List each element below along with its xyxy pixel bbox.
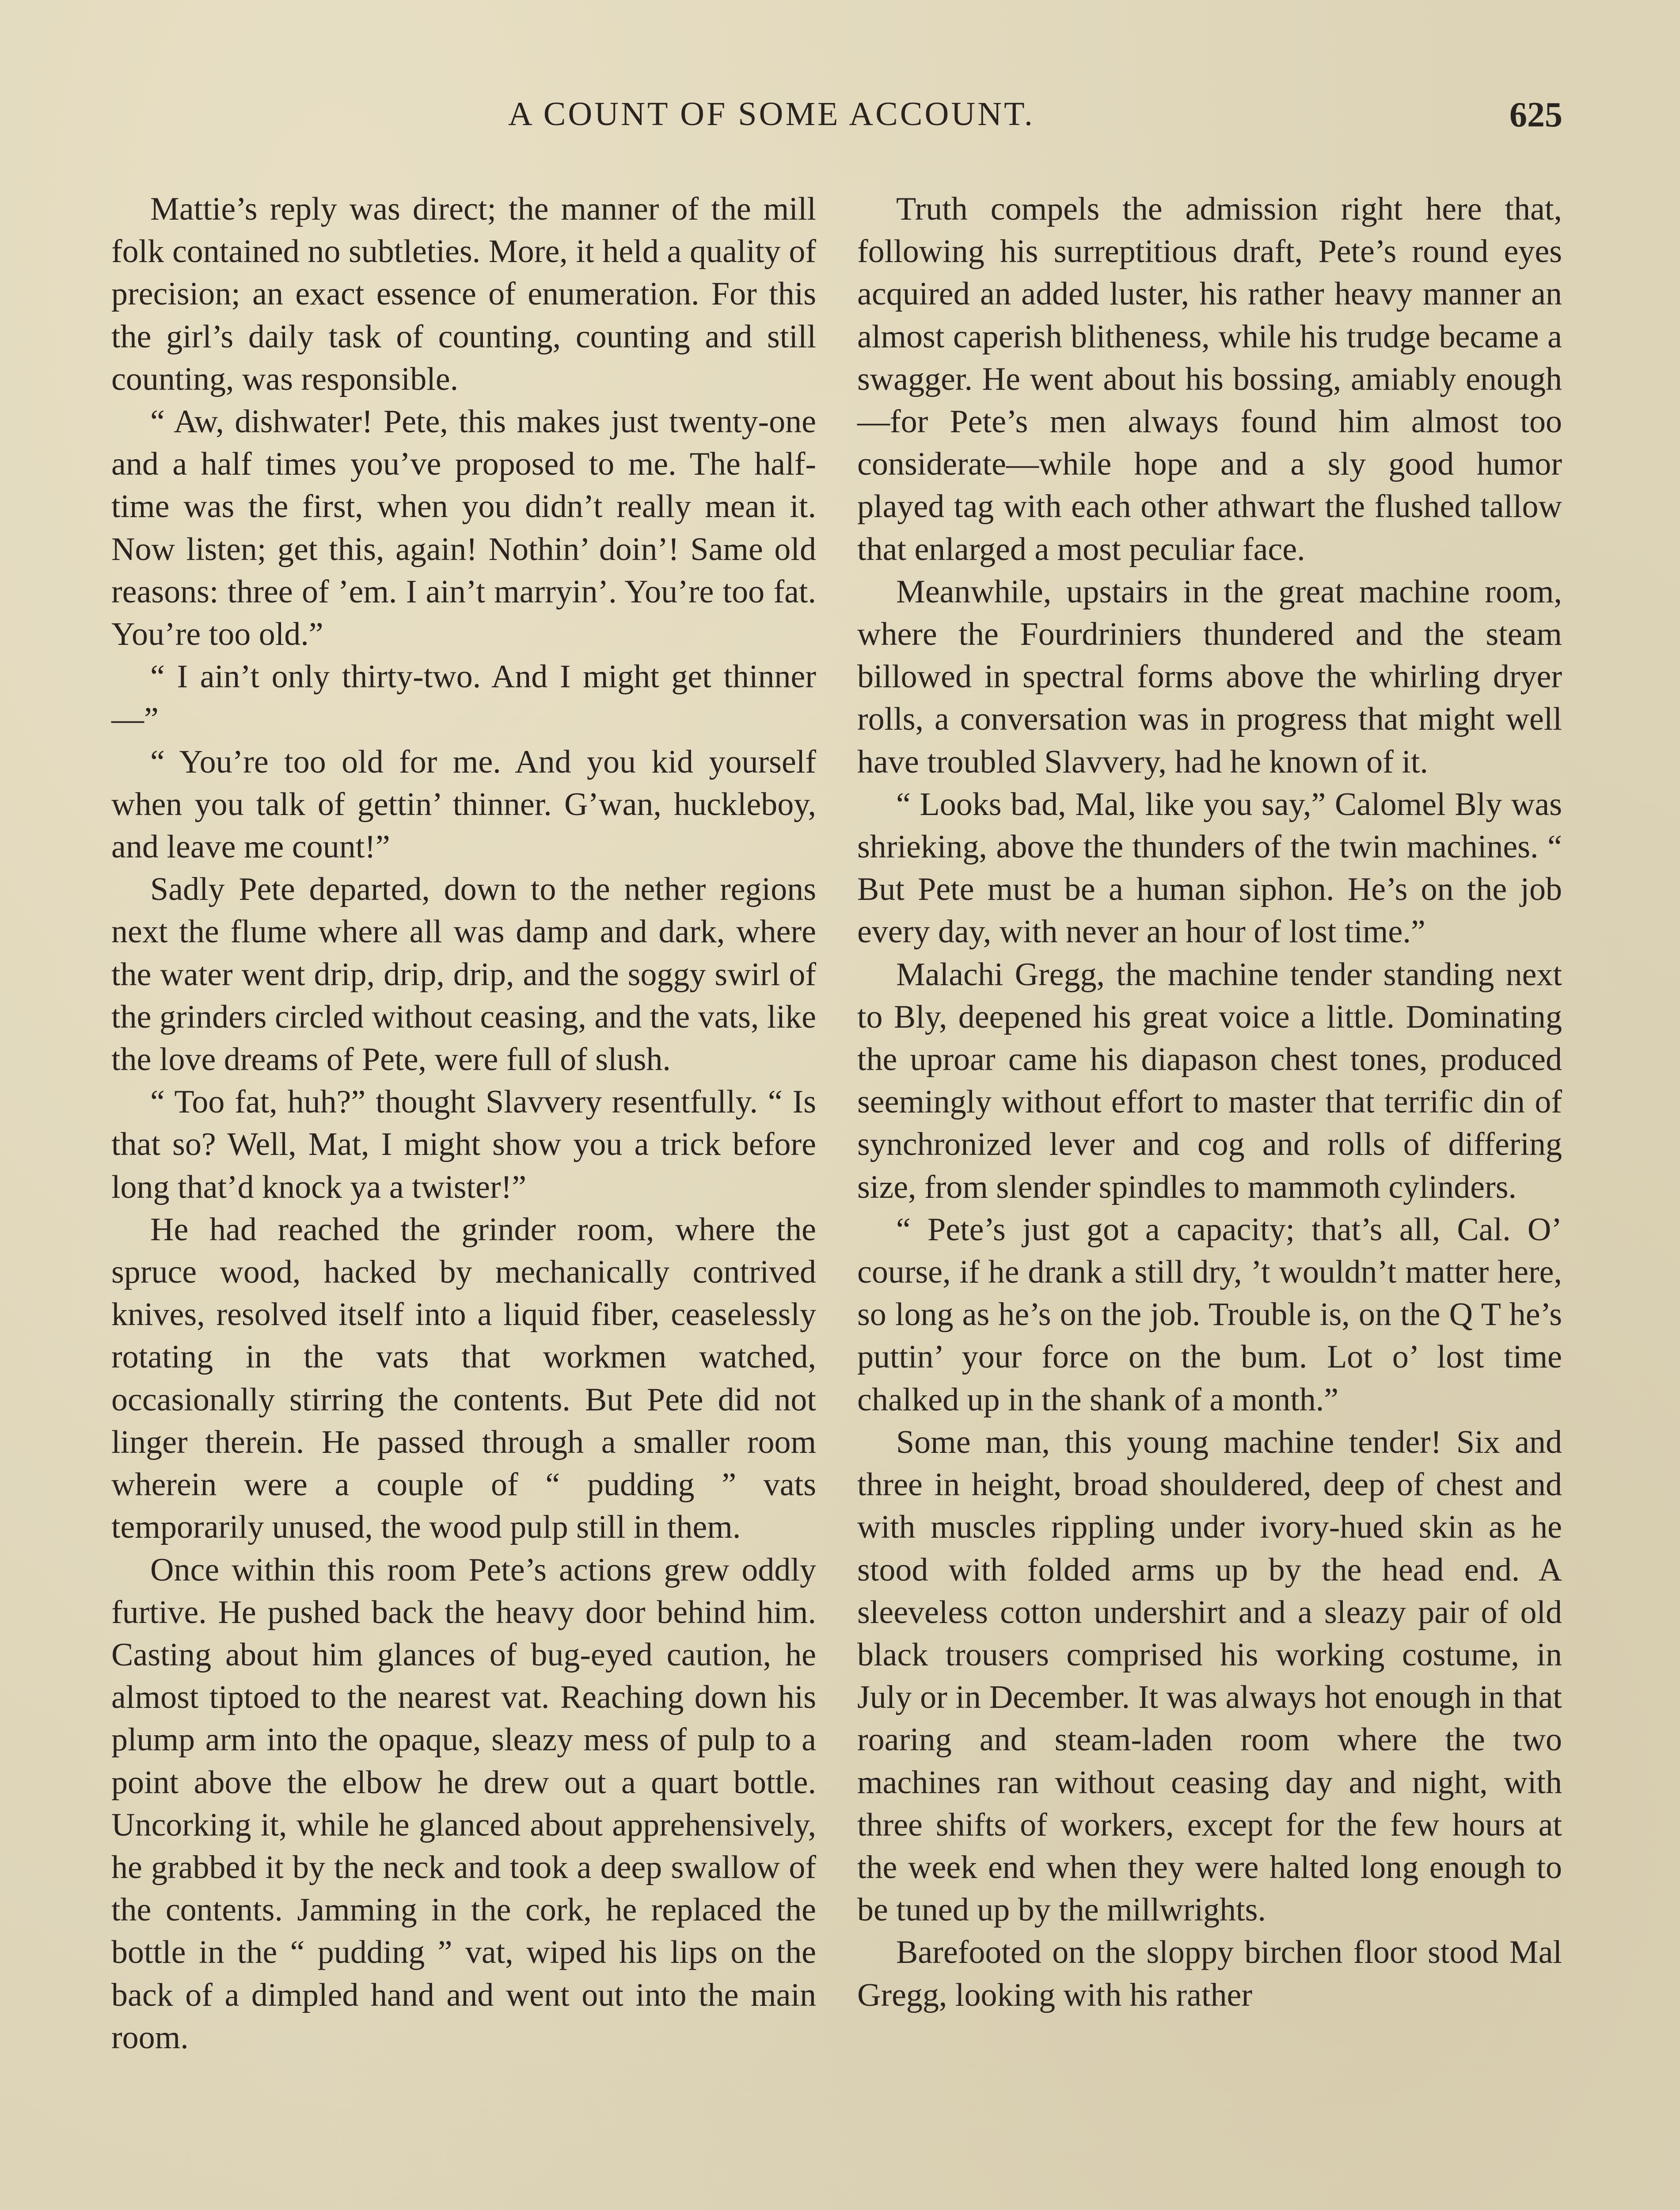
paragraph: Malachi Gregg, the machine tender standing next to Bly, deepened his great voice a little. Dominating the uproar came his diapason chest tones, produced seemingly without effort to master that terrific din of synchronized lever and cog and rolls of differing size, from slender spindles to mammoth cylinders. (857, 956, 1562, 1205)
left-column (111, 188, 816, 2059)
paragraph: “ You’re too old for me. And you kid yourself when you talk of gettin’ thinner. G’wan, huckleboy, and leave me count!” (111, 743, 816, 865)
paragraph: Meanwhile, upstairs in the great machine room, where the Fourdriniers thundered and the steam billowed in spectral forms above the whirling dryer rolls, a conversation was in progress that might well have troubled Slavvery, had he known of it. (857, 573, 1562, 780)
paragraph: “ I ain’t only thirty-two. And I might get thinner—” (111, 659, 816, 738)
paragraph: Some man, this young machine tender! Six and three in height, broad shouldered, deep of chest and with muscles rippling under ivory-hued skin as he stood with folded arms up by the head end. A sleeveless cotton undershirt and a sleazy pair of old black trousers comprised his working costume, in July or in December. It was always hot enough in that roaring and steam-laden room where the two machines ran without ceasing day and night, with three shifts of workers, except for the few hours at the week end when they were halted long enough to be tuned up by the millwrights. (857, 1424, 1562, 1928)
paragraph: He had reached the grinder room, where the spruce wood, hacked by mechanically contrived knives, resolved itself into a liquid fiber, ceaselessly rotating in the vats that workmen watched, occasionally stirring the contents. But Pete did not linger therein. He passed through a smaller room wherein were a couple of “ pudding ” vats temporarily unused, the wood pulp still in them. (111, 1211, 816, 1546)
page-header (0, 95, 1680, 144)
paragraph: “ Pete’s just got a capacity; that’s all, Cal. O’ course, if he drank a still dry, ’t wouldn’t matter here, so long as he’s on the job. Trouble is, on the Q T he’s puttin’ your force on the bum. Lot o’ lost time chalked up in the shank of a month.” (857, 1211, 1562, 1418)
paragraph: Barefooted on the sloppy birchen floor stood Mal Gregg, looking with his rather (857, 1934, 1562, 2013)
running-title: A COUNT OF SOME ACCOUNT. (508, 95, 1035, 133)
page-number: 625 (1509, 95, 1562, 134)
paragraph: “ Looks bad, Mal, like you say,” Calomel Bly was shrieking, above the thunders of the twin machines. “ But Pete must be a human siphon. He’s on the job every day, with never an hour of lost time.” (857, 786, 1562, 950)
paragraph: Mattie’s reply was direct; the manner of the mill folk contained no subtleties. More, it held a quality of precision; an exact essence of enumeration. For this the girl’s daily task of counting, counting and still counting, was responsible. (111, 191, 816, 397)
paragraph: Truth compels the admission right here that, following his surreptitious draft, Pete’s round eyes acquired an added luster, his rather heavy manner an almost caperish blitheness, while his trudge became a swagger. He went about his bossing, amiably enough—for Pete’s men always found him almost too considerate—while hope and a sly good humor played tag with each other athwart the flushed tallow that enlarged a most peculiar face. (857, 191, 1562, 568)
paragraph: “ Aw, dishwater! Pete, this makes just twenty-one and a half times you’ve proposed to me. The half-time was the first, when you didn’t really mean it. Now listen; get this, again! Nothin’ doin’! Same old reasons: three of ’em. I ain’t marryin’. You’re too fat. You’re too old.” (111, 404, 816, 653)
paragraph: Sadly Pete departed, down to the nether regions next the flume where all was damp and dark, where the water went drip, drip, drip, and the soggy swirl of the grinders circled without ceasing, and the vats, like the love dreams of Pete, were full of slush. (111, 871, 816, 1078)
paragraph: Once within this room Pete’s actions grew oddly furtive. He pushed back the heavy door behind him. Casting about him glances of bug-eyed caution, he almost tiptoed to the nearest vat. Reaching down his plump arm into the opaque, sleazy mess of pulp to a point above the elbow he drew out a quart bottle. Uncorking it, while he glanced about apprehensively, he grabbed it by the neck and took a deep swallow of the contents. Jamming in the cork, he replaced the bottle in the “ pudding ” vat, wiped his lips on the back of a dimpled hand and went out into the main room. (111, 1551, 816, 2056)
paragraph: “ Too fat, huh?” thought Slavvery resentfully. “ Is that so? Well, Mat, I might show you a trick before long that’d knock ya a twister!” (111, 1084, 816, 1205)
right-column (857, 188, 1562, 2016)
